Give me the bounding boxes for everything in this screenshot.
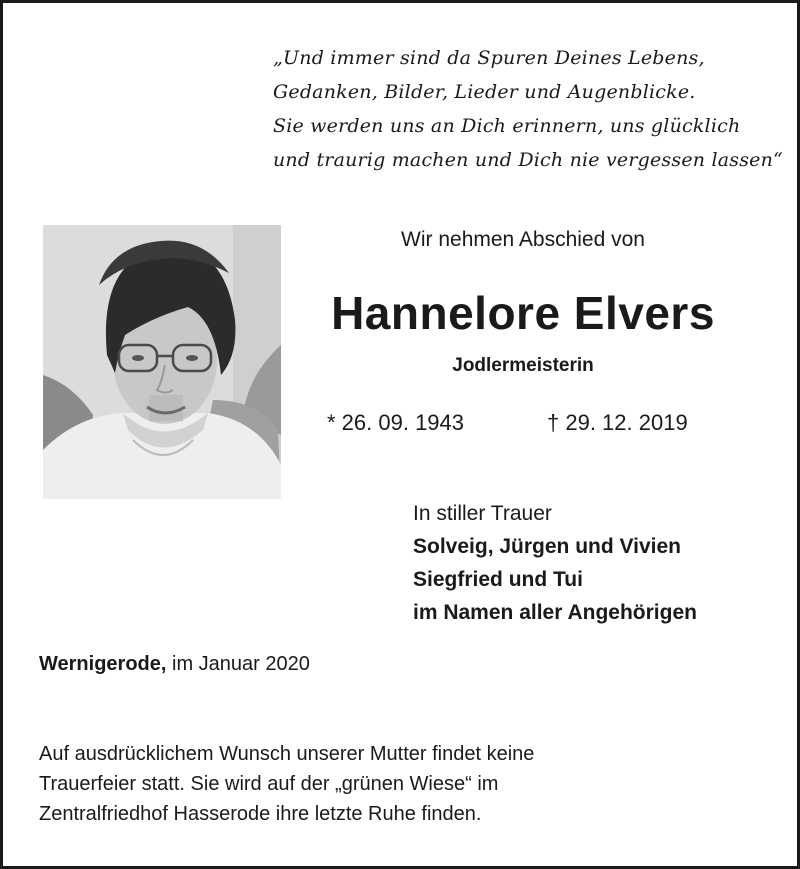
place-city: Wernigerode,	[39, 653, 167, 675]
quote-line: und traurig machen und Dich nie vergessen lassen“	[273, 149, 783, 171]
deceased-title: Jodlermeisterin	[452, 355, 594, 376]
place-date-line	[39, 649, 310, 679]
note-line: Auf ausdrücklichem Wunsch unserer Mutter findet keine	[39, 743, 535, 765]
memorial-quote	[273, 41, 783, 177]
portrait-photo	[43, 225, 281, 499]
note-line: Zentralfriedhof Hasserode ihre letzte Ruhe finden.	[39, 803, 482, 825]
mourners-block	[413, 497, 697, 629]
birth-date: * 26. 09. 1943	[327, 410, 465, 435]
mourner-line: Siegfried und Tui	[413, 568, 583, 591]
deceased-name: Hannelore Elvers	[331, 287, 715, 339]
quote-line: Sie werden uns an Dich erinnern, uns glücklich	[273, 115, 741, 137]
funeral-note	[39, 739, 534, 829]
mourner-line: im Namen aller Angehörigen	[413, 601, 697, 624]
quote-line: „Und immer sind da Spuren Deines Lebens,	[273, 47, 705, 69]
mourner-line: Solveig, Jürgen und Vivien	[413, 535, 682, 558]
quote-line: Gedanken, Bilder, Lieder und Augenblicke.	[273, 81, 696, 103]
death-date: † 29. 12. 2019	[547, 410, 688, 435]
portrait-image	[43, 225, 281, 499]
place-date: im Januar 2020	[172, 653, 310, 675]
mourning-phrase: In stiller Trauer	[413, 502, 552, 525]
note-line: Trauerfeier statt. Sie wird auf der „grünen Wiese“ im	[39, 773, 499, 795]
intro-text: Wir nehmen Abschied von	[401, 228, 645, 251]
